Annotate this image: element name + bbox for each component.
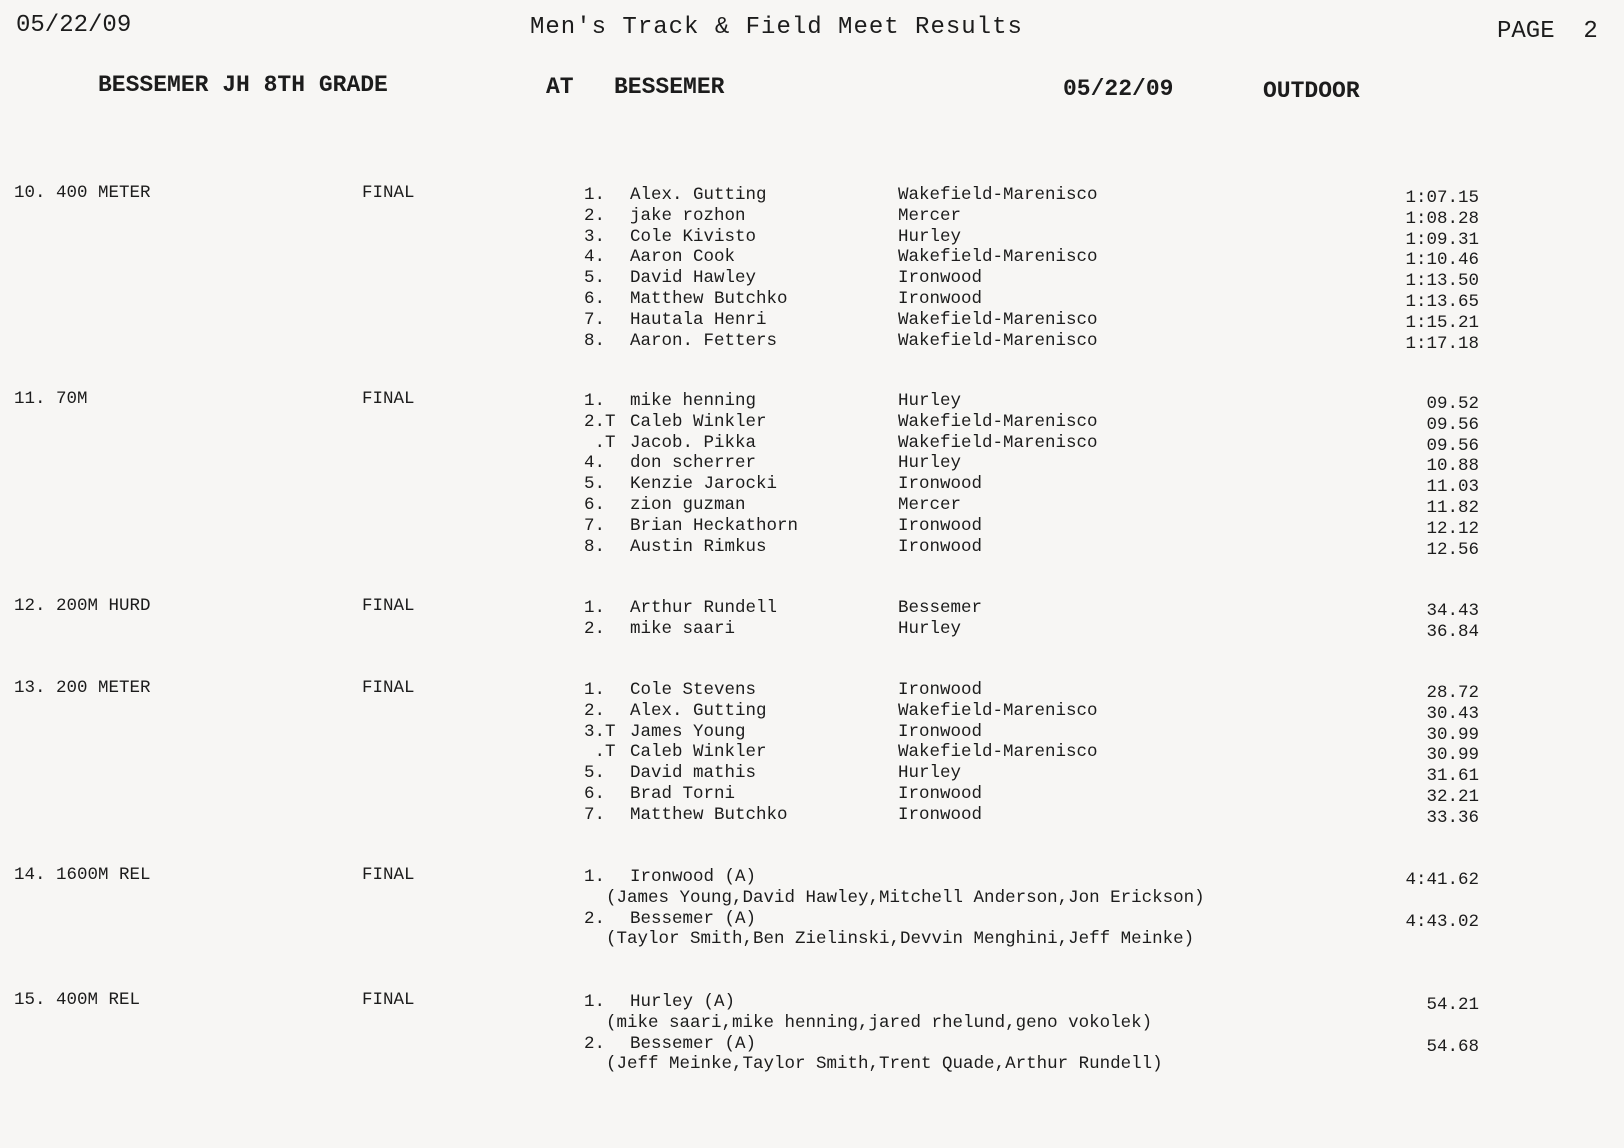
- event-title: 15. 400M REL: [14, 990, 141, 1010]
- result-place: 1.: [584, 185, 606, 205]
- result-place: 7.: [584, 804, 606, 825]
- event-round: FINAL: [362, 596, 415, 616]
- relay-team: Ironwood (A): [630, 867, 757, 887]
- result-mark: 34.43: [1426, 601, 1479, 621]
- result-place: 8.: [584, 330, 606, 351]
- result-row: [0, 784, 1624, 805]
- team-name: Wakefield-Marenisco: [898, 330, 1098, 351]
- athlete-name: Matthew Butchko: [630, 804, 788, 825]
- result-mark: 1:09.31: [1405, 229, 1479, 250]
- result-row: [0, 805, 1624, 826]
- team-name: Hurley: [898, 453, 962, 474]
- result-row: [0, 453, 1624, 477]
- result-place: 5.: [584, 763, 606, 784]
- team-name: Ironwood: [898, 804, 983, 825]
- result-place: 1.: [584, 680, 606, 700]
- team-name: Hurley: [898, 226, 962, 247]
- result-row: [0, 701, 1624, 722]
- athlete-name: James Young: [630, 721, 746, 742]
- result-mark: 4:41.62: [1405, 870, 1479, 890]
- athlete-name: Jacob. Pikka: [630, 432, 757, 453]
- result-mark: 12.12: [1426, 518, 1479, 539]
- athlete-name: Brian Heckathorn: [630, 515, 799, 536]
- result-place: 3.T: [584, 721, 616, 742]
- athlete-name: Brad Torni: [630, 784, 736, 804]
- result-row: [0, 289, 1624, 310]
- relay-members-row: [0, 1013, 1624, 1034]
- result-mark: 09.56: [1426, 435, 1479, 456]
- result-row: [0, 722, 1624, 743]
- team-name: Ironwood: [898, 268, 983, 289]
- result-mark: 30.99: [1426, 745, 1479, 766]
- team-name: Wakefield-Marenisco: [898, 700, 1098, 721]
- athlete-name: mike saari: [630, 618, 736, 639]
- athlete-name: Caleb Winkler: [630, 742, 767, 763]
- relay-members: (Jeff Meinke,Taylor Smith,Trent Quade,Arthur Rundell): [606, 1054, 1163, 1075]
- result-row: [0, 598, 1624, 619]
- result-mark: 09.56: [1426, 414, 1479, 435]
- athlete-name: David mathis: [630, 763, 757, 784]
- result-row: [0, 763, 1624, 787]
- result-row: [0, 433, 1624, 454]
- event-round: FINAL: [362, 990, 415, 1010]
- team-name: Wakefield-Marenisco: [898, 742, 1098, 763]
- result-mark: 1:13.50: [1405, 271, 1479, 292]
- relay-team: Bessemer (A): [630, 1033, 757, 1054]
- athlete-name: Hautala Henri: [630, 309, 767, 330]
- event-title: 11. 70M: [14, 389, 88, 409]
- result-row: [0, 331, 1624, 352]
- relay-members: (mike saari,mike henning,jared rhelund,geno vokolek): [606, 1012, 1153, 1033]
- result-place: 2.: [584, 205, 606, 226]
- relay-members-row: [0, 888, 1624, 909]
- athlete-name: Matthew Butchko: [630, 289, 788, 309]
- result-mark: 32.21: [1426, 787, 1479, 807]
- result-mark: 28.72: [1426, 683, 1479, 703]
- team-name: Ironwood: [898, 784, 983, 804]
- result-row: [0, 185, 1624, 206]
- event-round: FINAL: [362, 183, 415, 203]
- result-place: 2.: [584, 700, 606, 721]
- result-mark: 31.61: [1426, 766, 1479, 787]
- relay-members-row: [0, 1054, 1624, 1075]
- result-place: 7.: [584, 309, 606, 330]
- result-row: [0, 495, 1624, 516]
- result-mark: 1:13.65: [1405, 292, 1479, 312]
- result-place: 6.: [584, 289, 606, 309]
- result-mark: 1:15.21: [1405, 312, 1479, 333]
- result-mark: 30.43: [1426, 703, 1479, 724]
- team-name: Ironwood: [898, 721, 983, 742]
- athlete-name: zion guzman: [630, 495, 746, 515]
- result-place: .T: [584, 432, 616, 453]
- athlete-name: Alex. Gutting: [630, 185, 767, 205]
- meet-venue: OUTDOOR: [1263, 78, 1360, 104]
- result-row: [0, 680, 1624, 701]
- result-mark: 54.21: [1426, 995, 1479, 1015]
- meet-date: 05/22/09: [1063, 76, 1174, 102]
- result-mark: 11.03: [1426, 477, 1479, 498]
- relay-team: Hurley (A): [630, 992, 736, 1012]
- team-name: Ironwood: [898, 536, 983, 557]
- result-place: 4.: [584, 453, 606, 474]
- event-title: 13. 200 METER: [14, 678, 151, 698]
- result-row: [0, 537, 1624, 558]
- result-place: 3.: [584, 226, 606, 247]
- meet-location: BESSEMER: [614, 74, 725, 100]
- result-mark: 54.68: [1426, 1036, 1479, 1057]
- result-place: 2.: [584, 618, 606, 639]
- result-mark: 11.82: [1426, 498, 1479, 518]
- result-place: 6.: [584, 784, 606, 804]
- team-name: Hurley: [898, 618, 962, 639]
- result-row: [0, 227, 1624, 248]
- team-name: Hurley: [898, 763, 962, 784]
- result-place: 5.: [584, 268, 606, 289]
- result-place: 1.: [584, 992, 606, 1012]
- athlete-name: Aaron Cook: [630, 247, 736, 268]
- result-mark: 1:17.18: [1405, 333, 1479, 354]
- page-title: Men's Track & Field Meet Results: [530, 14, 1023, 41]
- result-mark: 36.84: [1426, 621, 1479, 642]
- relay-members-row: [0, 929, 1624, 950]
- athlete-name: David Hawley: [630, 268, 757, 289]
- result-row: [0, 412, 1624, 433]
- result-mark: 1:07.15: [1405, 188, 1479, 208]
- athlete-name: Cole Kivisto: [630, 226, 757, 247]
- athlete-name: Austin Rimkus: [630, 536, 767, 557]
- result-place: 8.: [584, 536, 606, 557]
- relay-row: [0, 1034, 1624, 1055]
- team-name: Hurley: [898, 391, 962, 411]
- result-row: [0, 247, 1624, 271]
- result-mark: 30.99: [1426, 724, 1479, 745]
- result-mark: 33.36: [1426, 807, 1479, 828]
- athlete-name: Aaron. Fetters: [630, 330, 778, 351]
- result-place: 1.: [584, 598, 606, 618]
- result-mark: 12.56: [1426, 539, 1479, 560]
- result-row: [0, 474, 1624, 498]
- team-name: Mercer: [898, 205, 962, 226]
- team-name: Mercer: [898, 495, 962, 515]
- team-name: Bessemer: [898, 598, 983, 618]
- team-name: Ironwood: [898, 474, 983, 495]
- result-mark: 09.52: [1426, 394, 1479, 414]
- result-place: 2.: [584, 908, 606, 929]
- result-place: 2.: [584, 1033, 606, 1054]
- athlete-name: Alex. Gutting: [630, 700, 767, 721]
- result-place: 4.: [584, 247, 606, 268]
- athlete-name: jake rozhon: [630, 205, 746, 226]
- event-title: 14. 1600M REL: [14, 865, 151, 885]
- result-row: [0, 516, 1624, 537]
- relay-row: [0, 909, 1624, 930]
- result-row: [0, 310, 1624, 331]
- result-row: [0, 391, 1624, 412]
- event-round: FINAL: [362, 678, 415, 698]
- result-row: [0, 268, 1624, 292]
- athlete-name: don scherrer: [630, 453, 757, 474]
- event-round: FINAL: [362, 389, 415, 409]
- team-name: Wakefield-Marenisco: [898, 411, 1098, 432]
- event-title: 12. 200M HURD: [14, 596, 151, 616]
- result-place: 1.: [584, 391, 606, 411]
- result-place: 7.: [584, 515, 606, 536]
- team-name: Ironwood: [898, 515, 983, 536]
- athlete-name: Kenzie Jarocki: [630, 474, 778, 495]
- event-round: FINAL: [362, 865, 415, 885]
- relay-team: Bessemer (A): [630, 908, 757, 929]
- page-number: PAGE 2: [1497, 18, 1598, 45]
- athlete-name: Cole Stevens: [630, 680, 757, 700]
- team-name: Wakefield-Marenisco: [898, 247, 1098, 268]
- meet-name: BESSEMER JH 8TH GRADE: [98, 72, 388, 98]
- team-name: Wakefield-Marenisco: [898, 432, 1098, 453]
- result-place: .T: [584, 742, 616, 763]
- athlete-name: Arthur Rundell: [630, 598, 778, 618]
- relay-row: [0, 992, 1624, 1013]
- result-mark: 1:10.46: [1405, 250, 1479, 271]
- result-row: [0, 206, 1624, 227]
- result-place: 5.: [584, 474, 606, 495]
- team-name: Ironwood: [898, 680, 983, 700]
- result-place: 1.: [584, 867, 606, 887]
- team-name: Wakefield-Marenisco: [898, 185, 1098, 205]
- result-mark: 1:08.28: [1405, 208, 1479, 229]
- result-mark: 10.88: [1426, 456, 1479, 477]
- relay-members: (Taylor Smith,Ben Zielinski,Devvin Menghini,Jeff Meinke): [606, 929, 1195, 950]
- athlete-name: mike henning: [630, 391, 757, 411]
- result-place: 2.T: [584, 411, 616, 432]
- result-row: [0, 619, 1624, 640]
- team-name: Wakefield-Marenisco: [898, 309, 1098, 330]
- relay-row: [0, 867, 1624, 888]
- event-title: 10. 400 METER: [14, 183, 151, 203]
- result-row: [0, 742, 1624, 766]
- athlete-name: Caleb Winkler: [630, 411, 767, 432]
- relay-members: (James Young,David Hawley,Mitchell Anderson,Jon Erickson): [606, 887, 1205, 908]
- result-mark: 4:43.02: [1405, 911, 1479, 932]
- header-date: 05/22/09: [16, 12, 132, 39]
- result-place: 6.: [584, 495, 606, 515]
- meet-at: AT: [546, 74, 574, 100]
- team-name: Ironwood: [898, 289, 983, 309]
